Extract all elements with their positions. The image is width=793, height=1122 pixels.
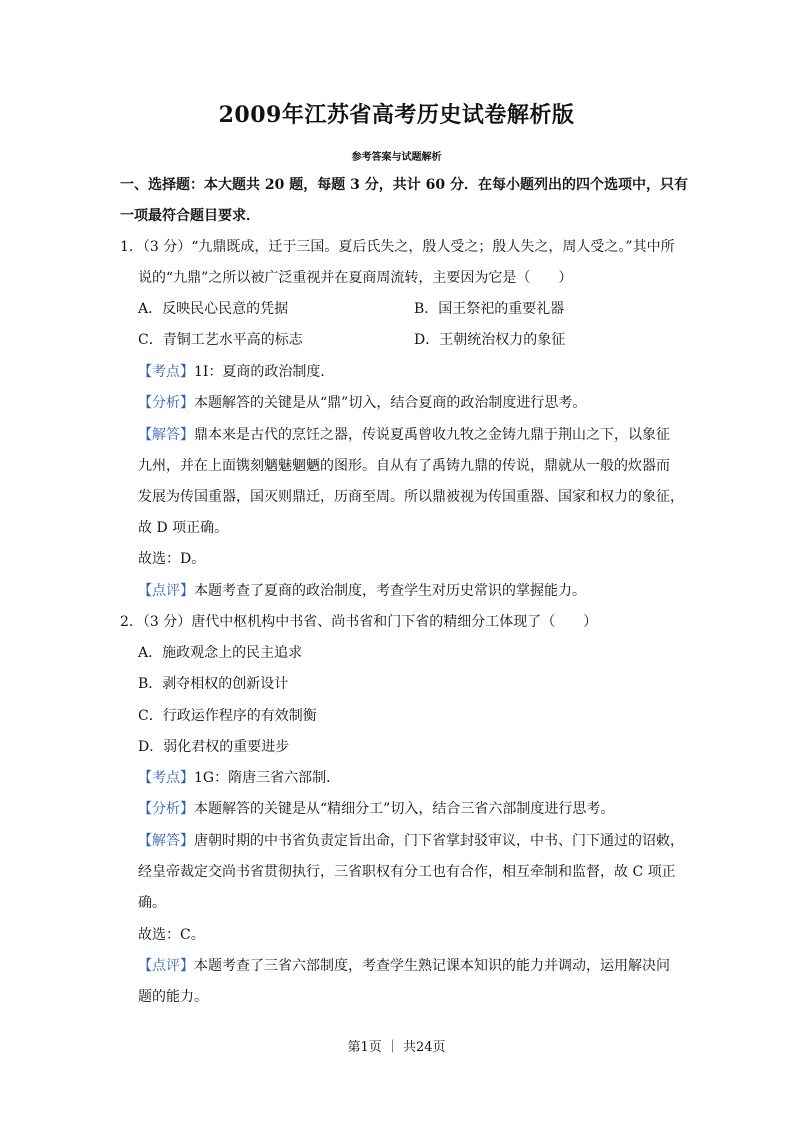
q2-kaodian (138, 769, 678, 787)
fenxi-text: 本题解答的关键是从“鼎”切入，结合夏商的政治制度进行思考。 (194, 395, 587, 411)
q1-jieda-line-3: 发展为传国重器，国灭则鼎迁，历商至周。所以鼎被视为传国重器、国家和权力的象征， (138, 489, 684, 505)
q1-kaodian (138, 363, 678, 381)
dianping-tag: 【点评】 (138, 958, 194, 974)
q1-fenxi (138, 394, 678, 412)
kaodian-tag: 【考点】 (138, 364, 194, 380)
page-footer: 第1页 ｜ 共24页 (347, 1040, 446, 1055)
fenxi-tag: 【分析】 (138, 801, 194, 817)
page-subtitle: 参考答案与试题解析 (351, 152, 442, 163)
section-heading-line-2: 一项最符合题目要求． (120, 208, 260, 224)
q1-jieda-line-2: 九州，并在上面镌刻魑魅魍魉的图形。自从有了禹铸九鼎的传说，鼎就从一般的炊器而 (138, 458, 670, 474)
jieda-text: 唐朝时期的中书省负责定旨出命，门下省掌封驳审议，中书、门下通过的诏敕， (194, 833, 684, 849)
q1-answer: 故选：D。 (138, 551, 206, 567)
q1-jieda-line-4: 故 D 项正确。 (138, 520, 229, 536)
fenxi-text: 本题解答的关键是从“精细分工”切入，结合三省六部制度进行思考。 (194, 801, 615, 817)
q1-option-c: C．青铜工艺水平高的标志 (138, 332, 303, 348)
q2-jieda-line-1 (138, 832, 684, 850)
section-heading-line-1: 一、选择题：本大题共 20 题，每题 3 分，共计 60 分．在每小题列出的四个选项中，只有 (120, 177, 688, 193)
q2-stem-line-1: 2．（3 分）唐代中枢机构中书省、尚书省和门下省的精细分工体现了（ ） (120, 614, 598, 630)
jieda-tag: 【解答】 (138, 833, 194, 849)
q2-jieda-line-3: 确。 (138, 895, 166, 911)
kaodian-text: 1G：隋唐三省六部制． (194, 770, 341, 786)
q1-dianping (138, 582, 678, 600)
q2-dianping-line-1 (138, 957, 678, 975)
q2-option-b: B．剥夺相权的创新设计 (138, 676, 289, 692)
dianping-text: 本题考查了夏商的政治制度，考查学生对历史常识的掌握能力。 (194, 583, 586, 599)
jieda-tag: 【解答】 (138, 427, 194, 443)
jieda-text: 鼎本来是古代的烹饪之器，传说夏禹曾收九牧之金铸九鼎于荆山之下，以象征 (194, 427, 670, 443)
dianping-tag: 【点评】 (138, 583, 194, 599)
q1-option-b: B．国王祭祀的重要礼器 (414, 301, 565, 317)
q1-stem-line-1: 1．（3 分）“九鼎既成，迁于三国。夏后氏失之，殷人受之；殷人失之，周人受之。”其中所 (120, 239, 675, 255)
kaodian-text: 1I：夏商的政治制度． (194, 364, 335, 380)
q2-option-a: A．施政观念上的民主追求 (138, 645, 303, 661)
q1-option-a: A．反映民心民意的凭据 (138, 301, 289, 317)
q2-option-d: D．弱化君权的重要进步 (138, 739, 290, 755)
q1-option-d: D．王朝统治权力的象征 (414, 332, 566, 348)
q1-jieda-line-1 (138, 426, 678, 444)
q2-jieda-line-2: 经皇帝裁定交尚书省贯彻执行，三省职权有分工也有合作，相互牵制和监督，故 C 项正 (138, 864, 676, 880)
fenxi-tag: 【分析】 (138, 395, 194, 411)
dianping-text: 本题考查了三省六部制度，考查学生熟记课本知识的能力并调动，运用解决问 (194, 958, 670, 974)
page-title: 2009年江苏省高考历史试卷解析版 (218, 102, 575, 128)
q2-dianping-line-2: 题的能力。 (138, 989, 208, 1005)
q2-fenxi (138, 800, 678, 818)
q2-answer: 故选：C。 (138, 927, 205, 943)
kaodian-tag: 【考点】 (138, 770, 194, 786)
q1-stem-line-2: 说的“九鼎”之所以被广泛重视并在夏商周流转，主要因为它是（ ） (138, 270, 573, 286)
q2-option-c: C．行政运作程序的有效制衡 (138, 708, 317, 724)
